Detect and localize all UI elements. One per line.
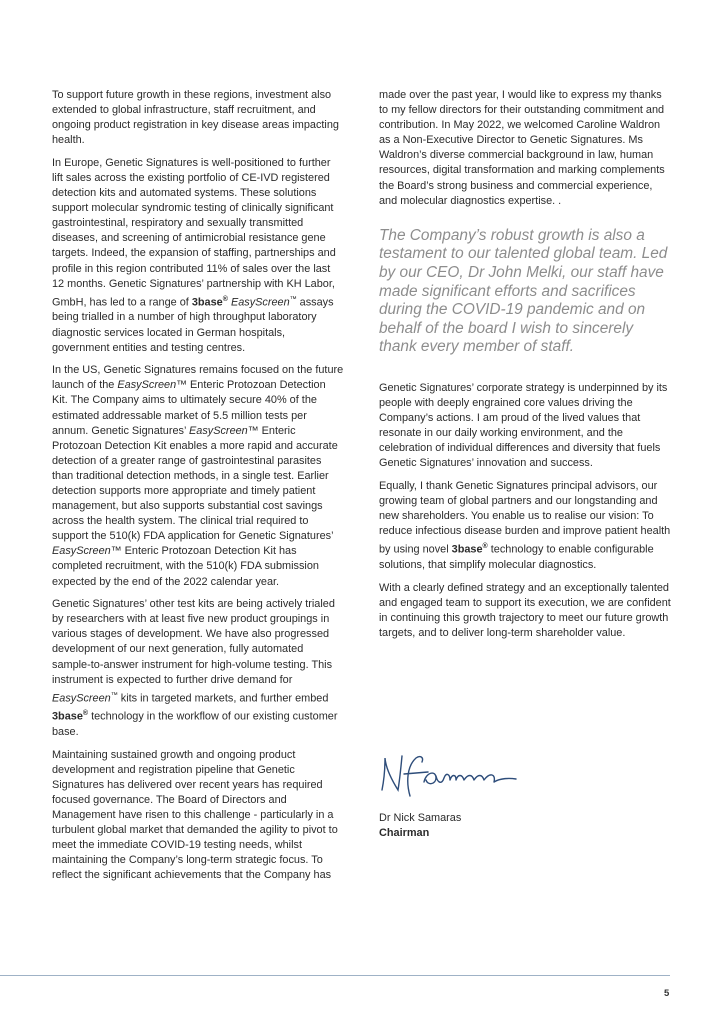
body-paragraph	[52, 748, 344, 884]
footer-rule	[0, 975, 670, 976]
body-paragraph	[52, 156, 344, 356]
text-run: ™ Enteric Protozoan Detection Kit enables a more rapid and accurate detection of a greater range of gastrointestinal parasites than traditional detection methods, in a single test. Earlier detection supports more appropriate and timely patient management, but also supports substantial cost savings across the health system. The clinical trial required to support the 510(k) FDA application for Genetic Signatures’	[52, 424, 338, 543]
right-column-bottom	[379, 381, 673, 641]
text-run: Genetic Signatures’ corporate strategy is underpinned by its people with deeply engrained core values driving the Company’s actions. I am proud of the lived values that resonate in our daily working environment, and the celebration of individual differences and diversity that fuels Genetic Signatures’ innovation and success.	[379, 381, 668, 470]
text-run: Genetic Signatures’ other test kits are being actively trialed by researchers with at least five new product groupings in various stages of development. We have also progressed development of our next generation, fully automated sample-to-answer instrument for high-volume testing. This instrument is expected to further drive demand for	[52, 598, 335, 686]
page-number: 5	[664, 988, 670, 999]
text-run: made over the past year, I would like to express my thanks to my fellow directors for their outstanding commitment and contribution. In May 2022, we welcomed Caroline Waldron as a Non-Executive Director to Genetic Signatures. Ms Waldron’s diverse commercial background in law, human resources, digital transformation and marking complements the Board’s strong business and commercial experience, and molecular diagnostics expertise. .	[379, 89, 665, 207]
signer-block	[379, 811, 461, 841]
text-run: ®	[82, 710, 89, 718]
text-run: EasyScreen	[189, 424, 248, 437]
text-run: technology in the workflow of our existing customer base.	[52, 711, 338, 739]
text-run: ™ Enteric Protozoan Detection Kit has completed recruitment, with the 510(k) FDA submission expected by the end of the 2022 calendar year.	[52, 545, 319, 588]
text-run: To support future growth in these regions, investment also extended to global infrastructure, staff recruitment, and ongoing product registration in key disease areas impacting health.	[52, 89, 339, 147]
signer-title: Chairman	[379, 827, 430, 839]
body-paragraph	[379, 581, 673, 641]
body-paragraph	[52, 597, 344, 740]
body-paragraph	[52, 363, 344, 589]
text-run: EasyScreen	[52, 545, 111, 558]
text-run: In the US, Genetic Signatures remains focused on the future launch of the	[52, 364, 344, 392]
text-run: assays being trialled in a number of high throughput laboratory diagnostic services located in German hospitals, government entities and testing centres.	[52, 296, 334, 354]
right-column-top	[379, 88, 673, 209]
body-paragraph	[379, 381, 673, 472]
text-run: ®	[222, 295, 228, 303]
body-paragraph	[379, 479, 673, 573]
text-run: Equally, I thank Genetic Signatures principal advisors, our growing team of global partners and our longstanding and new shareholders. You enable us to realise our vision: To reduce infectious disease burden and improve patient health by using novel	[379, 479, 671, 556]
text-run: EasyScreen	[230, 296, 290, 309]
text-run: In Europe, Genetic Signatures is well-positioned to further lift sales across the existing portfolio of CE-IVD registered detection kits and automated systems. These solutions support molecular syndromic testing of clinically significant gastrointestinal, respiratory and sexually transmitted diseases, and screening of antimicrobial resistance gene targets. Indeed, the expansion of staffing, partnerships and profile in this region contributed 11% of sales over the last 12 months. Genetic Signatures’ partnership with KH Labor, GmbH, has led to a range of	[52, 156, 336, 309]
text-run: 3base	[191, 296, 223, 309]
text-run: With a clearly defined strategy and an exceptionally talented and engaged team to support its execution, we are confident in continuing this growth trajectory to meet our future growth targets, and to deliver long-term shareholder value.	[379, 581, 671, 639]
chairman-signature	[376, 752, 524, 800]
text-run: kits in targeted markets, and further embed	[117, 692, 329, 705]
text-run: ™	[110, 691, 118, 699]
text-run: EasyScreen	[117, 379, 177, 392]
signer-name: Dr Nick Samaras	[379, 812, 462, 824]
text-run: ™	[289, 295, 297, 303]
text-run: ™ Enteric Protozoan Detection Kit. The Company aims to ultimately secure 40% of the estimated addressable market of 5.5 million tests per annum. Genetic Signatures’	[52, 379, 326, 437]
body-paragraph	[52, 88, 344, 148]
text-run: EasyScreen	[52, 692, 111, 705]
text-run: 3base	[451, 543, 483, 556]
text-run: Maintaining sustained growth and ongoing product development and registration pipeline that Genetic Signatures has delivered over recent years has required focused governance. The Board of Directors and Management have risen to this challenge - particularly in a turbulent global market that demanded the agility to pivot to meet the immediate COVID-19 testing needs, whilst maintaining the Company’s long-term strategic focus. To reflect the significant achievements that the Company has	[52, 748, 338, 882]
right-column	[379, 88, 673, 649]
text-run: technology to enable configurable solutions, that simplify molecular diagnostics.	[379, 543, 654, 572]
left-column	[52, 88, 344, 891]
pull-quote: The Company’s robust growth is also a testament to our talented global team. Led by our CEO, Dr John Melki, our staff have made significant efforts and sacrifices during the COVID-19 pandemic and on behalf of the board I wish to sincerely thank every member of staff.	[379, 226, 668, 356]
body-paragraph	[379, 88, 673, 209]
text-run: ®	[482, 543, 488, 551]
text-run: 3base	[52, 711, 83, 724]
